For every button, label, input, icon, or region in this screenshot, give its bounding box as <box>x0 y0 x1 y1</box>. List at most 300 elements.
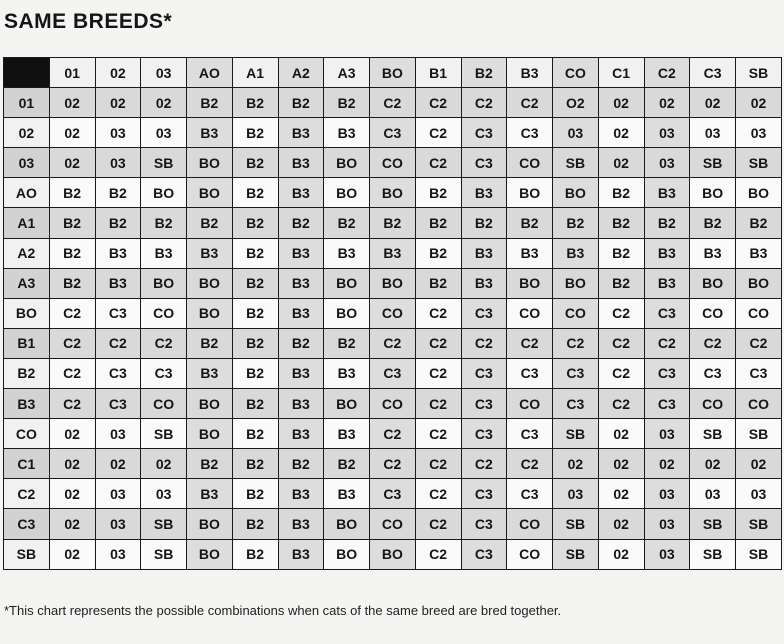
table-cell: C3 <box>461 358 507 388</box>
table-cell: B2 <box>278 88 324 118</box>
table-cell: SB <box>736 509 782 539</box>
table-cell: SB <box>553 419 599 449</box>
table-cell: B2 <box>278 328 324 358</box>
table-cell: B3 <box>644 178 690 208</box>
table-cell: C3 <box>141 358 187 388</box>
table-cell: C2 <box>49 298 95 328</box>
table-cell: C2 <box>598 328 644 358</box>
table-cell: 03 <box>95 479 141 509</box>
row-header: AO <box>4 178 50 208</box>
table-cell: B2 <box>232 358 278 388</box>
table-row <box>4 358 782 388</box>
column-header: B3 <box>507 58 553 88</box>
column-header: B2 <box>461 58 507 88</box>
table-cell: C2 <box>415 449 461 479</box>
table-cell: C2 <box>415 358 461 388</box>
table-cell: C2 <box>598 389 644 419</box>
page-title: SAME BREEDS* <box>4 10 173 33</box>
table-cell: B2 <box>232 419 278 449</box>
table-cell: C2 <box>415 389 461 419</box>
table-cell: C2 <box>141 328 187 358</box>
table-cell: B2 <box>461 208 507 238</box>
table-cell: 02 <box>598 419 644 449</box>
table-cell: 02 <box>49 148 95 178</box>
table-cell: B3 <box>278 509 324 539</box>
table-cell: 03 <box>141 479 187 509</box>
table-cell: SB <box>736 419 782 449</box>
table-cell: CO <box>507 298 553 328</box>
table-cell: BO <box>187 268 233 298</box>
column-header: A1 <box>232 58 278 88</box>
table-cell: C2 <box>415 328 461 358</box>
table-cell: B2 <box>232 118 278 148</box>
table-cell: C2 <box>507 328 553 358</box>
table-cell: SB <box>553 539 599 569</box>
table-cell: B3 <box>278 148 324 178</box>
table-cell: 02 <box>49 118 95 148</box>
table-cell: CO <box>690 298 736 328</box>
table-cell: B3 <box>278 268 324 298</box>
header-row <box>4 58 782 88</box>
column-header: SB <box>736 58 782 88</box>
table-cell: BO <box>187 148 233 178</box>
column-header: 03 <box>141 58 187 88</box>
table-cell: BO <box>553 268 599 298</box>
table-cell: 02 <box>95 449 141 479</box>
table-cell: 03 <box>95 118 141 148</box>
row-header: A1 <box>4 208 50 238</box>
table-cell: C3 <box>370 479 416 509</box>
table-row <box>4 328 782 358</box>
table-cell: BO <box>736 178 782 208</box>
table-cell: B3 <box>324 419 370 449</box>
table-cell: C3 <box>553 358 599 388</box>
table-cell: C2 <box>370 449 416 479</box>
table-cell: B3 <box>278 389 324 419</box>
table-cell: C2 <box>553 328 599 358</box>
table-cell: 03 <box>95 539 141 569</box>
table-cell: C2 <box>370 419 416 449</box>
table-cell: 02 <box>49 479 95 509</box>
column-header: 02 <box>95 58 141 88</box>
table-cell: C2 <box>415 509 461 539</box>
table-cell: B3 <box>324 358 370 388</box>
table-cell: 03 <box>644 539 690 569</box>
table-cell: C2 <box>415 148 461 178</box>
table-cell: 02 <box>49 88 95 118</box>
table-cell: B2 <box>187 88 233 118</box>
table-cell: B2 <box>598 238 644 268</box>
table-cell: B3 <box>644 268 690 298</box>
table-cell: B3 <box>690 238 736 268</box>
table-cell: CO <box>141 298 187 328</box>
table-row <box>4 268 782 298</box>
table-cell: BO <box>324 178 370 208</box>
table-cell: B3 <box>461 268 507 298</box>
column-header: A3 <box>324 58 370 88</box>
table-cell: BO <box>324 389 370 419</box>
table-cell: C3 <box>95 298 141 328</box>
table-cell: B2 <box>415 208 461 238</box>
table-cell: B2 <box>232 238 278 268</box>
table-cell: B2 <box>324 88 370 118</box>
table-cell: SB <box>690 419 736 449</box>
table-cell: B2 <box>141 208 187 238</box>
table-cell: BO <box>370 268 416 298</box>
table-cell: 02 <box>598 509 644 539</box>
table-cell: B3 <box>461 178 507 208</box>
table-cell: SB <box>141 148 187 178</box>
table-cell: 02 <box>598 539 644 569</box>
table-cell: 02 <box>49 449 95 479</box>
table-cell: B2 <box>278 208 324 238</box>
table-cell: 02 <box>49 539 95 569</box>
table-cell: C3 <box>461 118 507 148</box>
table-cell: B2 <box>232 539 278 569</box>
table-cell: B3 <box>278 298 324 328</box>
table-cell: BO <box>324 539 370 569</box>
table-row <box>4 419 782 449</box>
table-cell: B2 <box>507 208 553 238</box>
table-cell: C3 <box>461 539 507 569</box>
row-header: SB <box>4 539 50 569</box>
table-cell: SB <box>141 419 187 449</box>
column-header: C2 <box>644 58 690 88</box>
table-cell: C2 <box>415 479 461 509</box>
table-cell: 02 <box>141 449 187 479</box>
table-cell: B2 <box>232 479 278 509</box>
column-header: 01 <box>49 58 95 88</box>
table-cell: C3 <box>553 389 599 419</box>
row-header: 02 <box>4 118 50 148</box>
table-cell: CO <box>690 389 736 419</box>
table-cell: C2 <box>49 358 95 388</box>
table-cell: C2 <box>49 389 95 419</box>
table-cell: 02 <box>736 88 782 118</box>
table-cell: C2 <box>461 449 507 479</box>
table-cell: C2 <box>415 88 461 118</box>
table-row <box>4 178 782 208</box>
table-cell: B3 <box>95 268 141 298</box>
table-cell: B2 <box>49 208 95 238</box>
row-header: 01 <box>4 88 50 118</box>
table-cell: 03 <box>736 479 782 509</box>
column-header: A2 <box>278 58 324 88</box>
table-cell: 03 <box>644 479 690 509</box>
table-cell: C2 <box>461 328 507 358</box>
table-cell: C2 <box>415 539 461 569</box>
table-cell: 03 <box>95 419 141 449</box>
row-header: B3 <box>4 389 50 419</box>
table-cell: 02 <box>95 88 141 118</box>
table-cell: C3 <box>644 389 690 419</box>
table-cell: B3 <box>95 238 141 268</box>
table-cell: CO <box>370 148 416 178</box>
table-cell: B3 <box>187 479 233 509</box>
table-cell: CO <box>370 389 416 419</box>
table-cell: BO <box>141 178 187 208</box>
table-cell: BO <box>187 178 233 208</box>
table-cell: 03 <box>553 118 599 148</box>
table-cell: B2 <box>187 328 233 358</box>
table-cell: 03 <box>95 509 141 539</box>
table-cell: BO <box>141 268 187 298</box>
table-cell: B2 <box>187 208 233 238</box>
table-cell: C2 <box>95 328 141 358</box>
table-cell: 02 <box>644 449 690 479</box>
table-cell: C3 <box>461 479 507 509</box>
table-cell: BO <box>370 539 416 569</box>
table-cell: 03 <box>644 419 690 449</box>
table-cell: BO <box>324 298 370 328</box>
table-cell: B3 <box>324 118 370 148</box>
table-cell: C2 <box>370 88 416 118</box>
corner-cell <box>4 58 50 88</box>
table-cell: SB <box>690 539 736 569</box>
row-header: BO <box>4 298 50 328</box>
table-cell: B2 <box>278 449 324 479</box>
table-cell: 02 <box>736 449 782 479</box>
table-cell: B2 <box>598 208 644 238</box>
table-cell: BO <box>187 509 233 539</box>
table-cell: B3 <box>324 479 370 509</box>
table-cell: 02 <box>598 479 644 509</box>
table-cell: B3 <box>278 178 324 208</box>
table-cell: C3 <box>370 118 416 148</box>
table-cell: CO <box>736 389 782 419</box>
table-cell: B2 <box>232 328 278 358</box>
table-cell: CO <box>507 389 553 419</box>
table-cell: 02 <box>598 88 644 118</box>
table-cell: B2 <box>232 178 278 208</box>
table-cell: B2 <box>49 268 95 298</box>
table-cell: B2 <box>370 208 416 238</box>
table-cell: B2 <box>232 268 278 298</box>
table-cell: B2 <box>324 208 370 238</box>
table-cell: B3 <box>187 238 233 268</box>
table-cell: BO <box>736 268 782 298</box>
table-cell: B2 <box>95 178 141 208</box>
table-cell: B3 <box>461 238 507 268</box>
table-cell: 02 <box>598 449 644 479</box>
table-row <box>4 389 782 419</box>
table-row <box>4 298 782 328</box>
row-header: C3 <box>4 509 50 539</box>
table-cell: BO <box>324 268 370 298</box>
table-cell: B2 <box>49 238 95 268</box>
table-cell: B3 <box>278 539 324 569</box>
table-cell: C2 <box>507 449 553 479</box>
table-cell: B2 <box>95 208 141 238</box>
table-row <box>4 238 782 268</box>
table-cell: CO <box>507 509 553 539</box>
row-header: A2 <box>4 238 50 268</box>
table-cell: B3 <box>278 238 324 268</box>
table-cell: C3 <box>507 419 553 449</box>
table-cell: C3 <box>507 479 553 509</box>
footnote: *This chart represents the possible combinations when cats of the same breed are bred together. <box>4 603 562 618</box>
table-cell: 02 <box>49 419 95 449</box>
table-cell: SB <box>141 509 187 539</box>
table-cell: BO <box>507 178 553 208</box>
table-cell: CO <box>507 148 553 178</box>
table-cell: C3 <box>370 358 416 388</box>
table-cell: BO <box>187 298 233 328</box>
row-header: 03 <box>4 148 50 178</box>
table-cell: C3 <box>461 148 507 178</box>
table-cell: B3 <box>644 238 690 268</box>
table-cell: 02 <box>644 88 690 118</box>
column-header: CO <box>553 58 599 88</box>
table-cell: CO <box>370 509 416 539</box>
row-header: CO <box>4 419 50 449</box>
table-cell: BO <box>187 419 233 449</box>
column-header: C1 <box>598 58 644 88</box>
table-cell: B2 <box>415 238 461 268</box>
table-cell: B2 <box>690 208 736 238</box>
table-cell: BO <box>690 268 736 298</box>
table-cell: C3 <box>690 358 736 388</box>
table-cell: SB <box>553 509 599 539</box>
table-cell: 03 <box>644 509 690 539</box>
table-cell: C2 <box>736 328 782 358</box>
table-cell: 03 <box>644 148 690 178</box>
table-cell: B2 <box>232 509 278 539</box>
table-cell: B2 <box>324 328 370 358</box>
table-cell: C2 <box>370 328 416 358</box>
column-header: B1 <box>415 58 461 88</box>
table-cell: 02 <box>553 449 599 479</box>
table-cell: B2 <box>232 88 278 118</box>
table-cell: 02 <box>690 88 736 118</box>
row-header: A3 <box>4 268 50 298</box>
table-cell: 02 <box>141 88 187 118</box>
table-cell: BO <box>507 268 553 298</box>
table-cell: C3 <box>507 358 553 388</box>
table-cell: B2 <box>232 208 278 238</box>
table-cell: SB <box>736 148 782 178</box>
row-header: C2 <box>4 479 50 509</box>
table-cell: B2 <box>49 178 95 208</box>
table-cell: B2 <box>736 208 782 238</box>
table-cell: C3 <box>461 509 507 539</box>
table-cell: B3 <box>187 358 233 388</box>
table-cell: SB <box>690 509 736 539</box>
table-cell: 03 <box>553 479 599 509</box>
table-cell: C2 <box>415 298 461 328</box>
table-cell: B2 <box>324 449 370 479</box>
table-cell: 02 <box>598 118 644 148</box>
table-row <box>4 118 782 148</box>
column-header: BO <box>370 58 416 88</box>
column-header: C3 <box>690 58 736 88</box>
table-cell: CO <box>370 298 416 328</box>
table-cell: C2 <box>49 328 95 358</box>
table-cell: C2 <box>415 419 461 449</box>
table-cell: B2 <box>644 208 690 238</box>
table-cell: BO <box>370 178 416 208</box>
table-cell: C2 <box>507 88 553 118</box>
table-cell: C3 <box>95 389 141 419</box>
table-cell: B2 <box>553 208 599 238</box>
table-cell: 03 <box>736 118 782 148</box>
table-cell: 03 <box>141 118 187 148</box>
table-cell: O2 <box>553 88 599 118</box>
table-row <box>4 479 782 509</box>
table-cell: C2 <box>461 88 507 118</box>
table-row <box>4 539 782 569</box>
table-cell: C3 <box>736 358 782 388</box>
table-cell: BO <box>187 539 233 569</box>
table-cell: C2 <box>415 118 461 148</box>
table-cell: C3 <box>507 118 553 148</box>
table-cell: B3 <box>141 238 187 268</box>
table-cell: CO <box>141 389 187 419</box>
row-header: C1 <box>4 449 50 479</box>
table-cell: B3 <box>324 238 370 268</box>
table-row <box>4 148 782 178</box>
table-cell: 02 <box>598 148 644 178</box>
table-cell: B2 <box>598 178 644 208</box>
table-cell: C3 <box>461 389 507 419</box>
table-cell: B2 <box>598 268 644 298</box>
table-cell: SB <box>736 539 782 569</box>
row-header: B1 <box>4 328 50 358</box>
table-cell: 02 <box>49 509 95 539</box>
table-cell: SB <box>690 148 736 178</box>
table-cell: CO <box>736 298 782 328</box>
table-cell: C3 <box>461 419 507 449</box>
table-cell: CO <box>553 298 599 328</box>
table-row <box>4 509 782 539</box>
table-row <box>4 208 782 238</box>
table-cell: B2 <box>232 389 278 419</box>
table-cell: B2 <box>415 178 461 208</box>
table-cell: B3 <box>553 238 599 268</box>
table-cell: B3 <box>507 238 553 268</box>
table-cell: B3 <box>187 118 233 148</box>
table-cell: B2 <box>232 298 278 328</box>
breeding-chart-table <box>3 57 782 570</box>
table-cell: B2 <box>187 449 233 479</box>
table-cell: B2 <box>415 268 461 298</box>
table-cell: 02 <box>690 449 736 479</box>
table-cell: C3 <box>461 298 507 328</box>
table-cell: C2 <box>598 298 644 328</box>
table-cell: C3 <box>644 358 690 388</box>
table-cell: C2 <box>598 358 644 388</box>
table-cell: C3 <box>644 298 690 328</box>
table-cell: B2 <box>232 148 278 178</box>
table-cell: 03 <box>690 118 736 148</box>
table-cell: 03 <box>690 479 736 509</box>
table-cell: B3 <box>278 419 324 449</box>
table-cell: C2 <box>690 328 736 358</box>
row-header: B2 <box>4 358 50 388</box>
table-row <box>4 88 782 118</box>
table-cell: C2 <box>644 328 690 358</box>
table-cell: C3 <box>95 358 141 388</box>
table-cell: B3 <box>370 238 416 268</box>
table-cell: B3 <box>736 238 782 268</box>
table-cell: BO <box>553 178 599 208</box>
table-cell: B3 <box>278 479 324 509</box>
table-cell: SB <box>553 148 599 178</box>
table-cell: CO <box>507 539 553 569</box>
table-cell: BO <box>324 148 370 178</box>
table-cell: BO <box>187 389 233 419</box>
table-cell: B3 <box>278 118 324 148</box>
